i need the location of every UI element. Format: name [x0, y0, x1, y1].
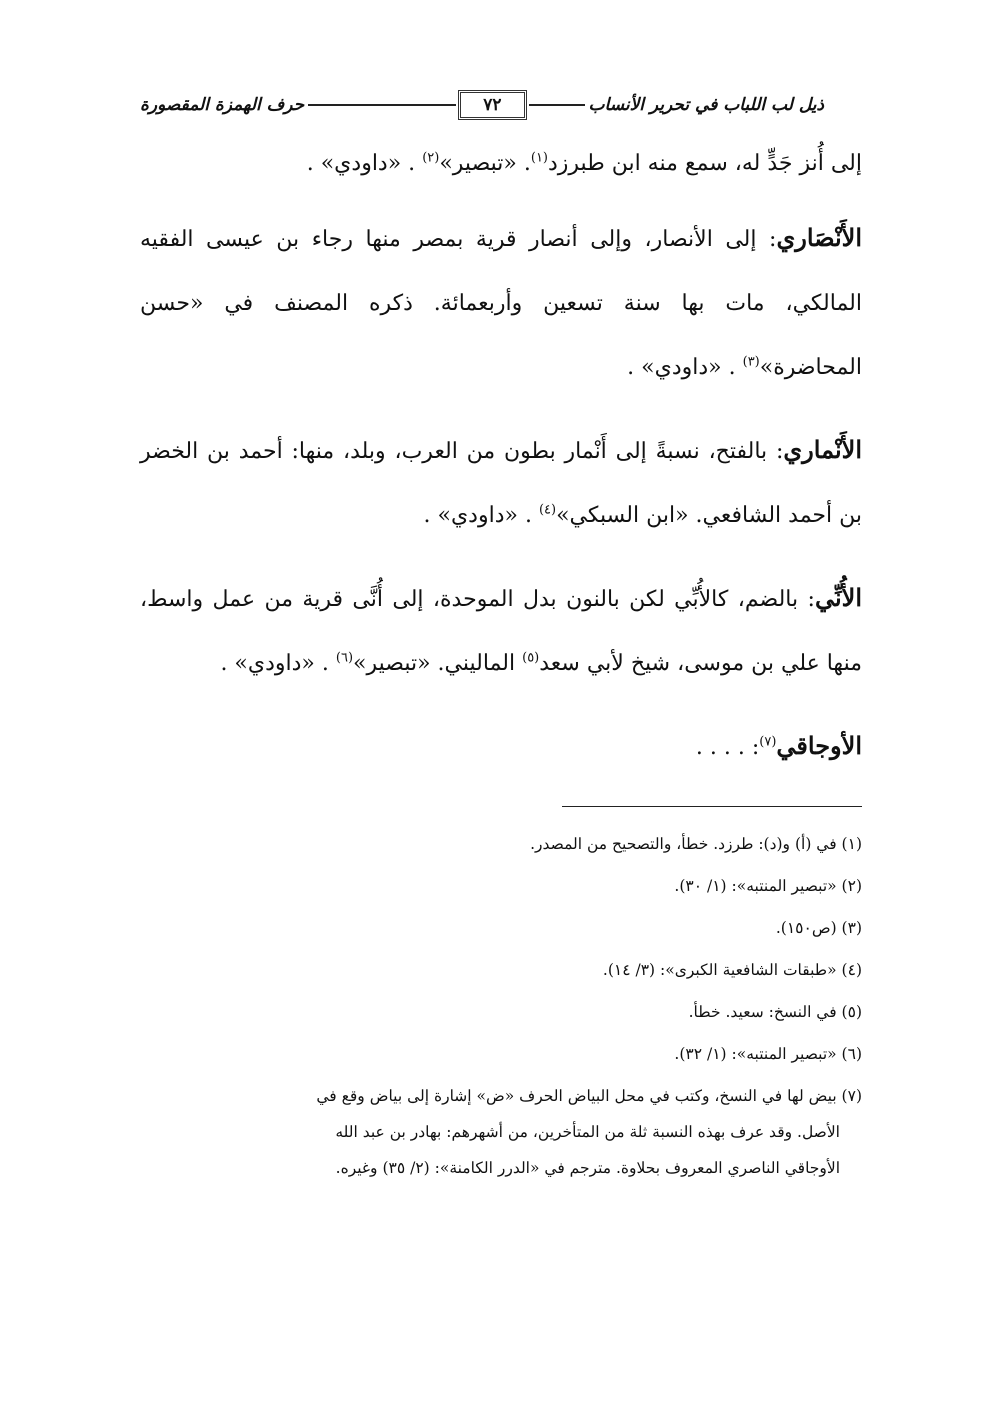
footnote-2: (٢) «تبصير المنتبه»: (١/ ٣٠).	[674, 877, 862, 895]
footnote-7-line-1: (٧) بيض لها في النسخ، وكتب في محل البياض الحرف «ض» إشارة إلى بياض وقع في	[316, 1087, 862, 1105]
entry-text: الماليني. «تبصير»	[353, 651, 523, 676]
entry-text: : . . . .	[695, 735, 760, 760]
paragraph-text: . «تبصير»	[439, 151, 531, 176]
footnote-ref-1[interactable]: (١)	[530, 150, 548, 166]
entry-headword: الأوجاقي	[776, 731, 862, 760]
header-rule-left	[308, 104, 456, 106]
paragraph-text: . «داودي» .	[306, 151, 416, 176]
footnote-4: (٤) «طبقات الشافعية الكبرى»: (٣/ ١٤).	[602, 961, 862, 979]
footnote-5: (٥) في النسخ: سعيد. خطأ.	[688, 1003, 862, 1021]
entry-headword: الأُنِّي	[814, 583, 862, 612]
paragraph-continuation	[140, 142, 862, 186]
footnote-7-line-2: الأصل. وقد عرف بهذه النسبة ثلة من المتأخرين، من أشهرهم: بهادر بن عبد الله	[335, 1123, 840, 1141]
paragraph-text: إلى أُنز جَدٍّ له، سمع منه ابن طبرزد	[548, 151, 862, 176]
entry-text: : بالفتح، نسبةً إلى أَنْمار بطون من العرب، وبلد، منها: أحمد بن الخضر بن أحمد الشافعي. «ابن السبكي»	[140, 439, 862, 528]
entry-ansari	[140, 206, 862, 400]
entry-headword: الأَنْماري	[783, 435, 862, 464]
document-page	[140, 80, 862, 1380]
footnote-7-line-3: الأوجاقي الناصري المعروف بحلاوة. مترجم في «الدرر الكامنة»: (٢/ ٣٥) وغيره.	[335, 1159, 840, 1177]
footnote-ref-5[interactable]: (٥)	[522, 650, 540, 666]
footnote-ref-7[interactable]: (٧)	[759, 734, 777, 750]
footnote-1: (١) في (أ) و(د): طرزد. خطأ، والتصحيح من المصدر.	[530, 835, 862, 853]
entry-awjaqi	[140, 714, 862, 780]
footnote-ref-3[interactable]: (٣)	[742, 354, 760, 370]
footnote-7	[140, 1078, 862, 1186]
running-header	[140, 88, 862, 122]
body-text	[140, 142, 862, 798]
footnote-ref-6[interactable]: (٦)	[335, 650, 354, 666]
footnote-separator	[562, 806, 862, 807]
footnote-ref-4[interactable]: (٤)	[538, 502, 557, 518]
entry-headword: الأَنْصَاري	[776, 223, 862, 252]
page-number: ٧٢	[458, 90, 526, 120]
header-book-title: ذيل لب اللباب في تحرير الأنساب	[588, 95, 824, 115]
header-ornament	[308, 90, 584, 120]
entry-text: . «داودي» .	[423, 503, 532, 528]
footnote-3: (٣) (ص١٥٠).	[775, 919, 862, 937]
entry-text: : بالضم، كالأُبِّي لكن بالنون بدل الموحدة، إلى أُنَّى قرية من عمل واسط، منها علي بن موسى، شيخ لأبي سعد	[140, 587, 862, 676]
footnotes	[140, 826, 862, 1186]
entry-text: . «داودي» .	[627, 355, 736, 380]
entry-text: . «داودي» .	[220, 651, 329, 676]
header-chapter-title: حرف الهمزة المقصورة	[140, 95, 305, 115]
entry-text: : إلى الأنصار، وإلى أنصار قرية بمصر منها رجاء بن عيسى الفقيه المالكي، مات بها سنة تسعين وأربعمائة. ذكره المصنف في «حسن المحاضرة»	[140, 227, 863, 380]
entry-unni	[140, 566, 862, 696]
footnote-6: (٦) «تبصير المنتبه»: (١/ ٣٢).	[674, 1045, 862, 1063]
footnote-ref-2[interactable]: (٢)	[422, 150, 440, 166]
header-rule-right	[529, 104, 585, 106]
entry-anmari	[140, 418, 862, 548]
